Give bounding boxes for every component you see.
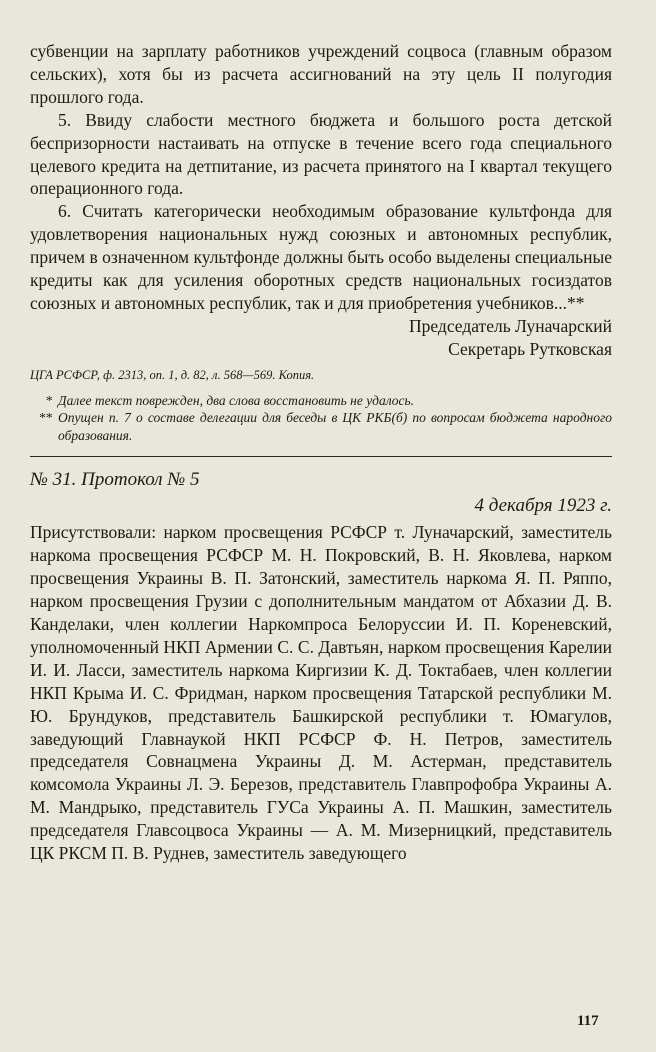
signature-secretary: Секретарь Рутковская (448, 338, 612, 359)
footnote-text: Далее текст поврежден, два слова восстановить не удалось. (58, 392, 415, 408)
paragraph-6: 6. Считать категорически необходимым образование культфонда для удовлетворения национальных нужд союзных и автономных республик, причем в означенном культфонде должны быть особо выделены специальные кредиты как для усиления оборотных средств национальных госиздатов союзных и автономных республик, так и для приобретения учебников...** (30, 201, 612, 313)
footnote-mark: ** (38, 410, 52, 426)
document-heading (30, 469, 612, 491)
attendees-paragraph: Присутствовали: нарком просвещения РСФСР т. Луначарский, заместитель наркома просвещения РСФСР М. Н. Покровский, В. Н. Яковлева, нарком просвещения Украины В. П. Затонский, заместитель наркома Я. П. Ряппо, нарком просвещения Грузии с дополнительным мандатом от Абхазии Д. В. Канделаки, член коллегии Наркомпроса Белоруссии И. П. Кореневский, уполномоченный НКП Армении С. С. Давтьян, нарком просвещения Карелии И. И. Ласси, заместитель наркома Киргизии К. Д. Токтабаев, член коллегии НКП Крыма И. С. Фридман, нарком просвещения Татарской республики М. Ю. Брундуков, представитель Башкирской республики т. Юмагулов, заведующий Главнаукой НКП РСФСР Ф. Н. Петров, заместитель председателя Совнацмена Украины Д. М. Астерман, представитель комсомола Украины Л. Э. Березов, представитель Главпрофобра Украины А. М. Мандрыко, представитель ГУСа Украины А. П. Машкин, заместитель председателя Главсоцвоса Украины — А. М. Мизерницкий, представитель ЦК РКСМ П. В. Руднев, заместитель заведующего (30, 522, 612, 864)
footnote-mark: * (45, 392, 52, 408)
footnote-text: Опущен п. 7 о составе делегации для беседы в ЦК РКБ(б) по вопросам бюджета народного образования. (58, 410, 612, 443)
page-number: 117 (577, 1013, 599, 1029)
paragraph-continued: субвенции на зарплату работников учреждений соцвоса (главным образом сельских), хотя бы из расчета ассигнований на эту цель II полугодия прошлого года. (30, 41, 612, 107)
document-date: 4 декабря 1923 г. (474, 495, 612, 517)
page-content (30, 40, 612, 865)
footnote (30, 392, 612, 410)
archival-source: ЦГА РСФСР, ф. 2313, оп. 1, д. 82, л. 568—569. Копия. (30, 367, 315, 382)
paragraph-5: 5. Ввиду слабости местного бюджета и большого роста детской беспризорности настаивать на отпуске в течение всего года специального целевого кредита на детпитание, из расчета принятого на I квартал текущего операционного года. (30, 109, 612, 199)
section-divider (30, 456, 612, 457)
document-title: № 31. Протокол № 5 (30, 469, 200, 491)
footnote (30, 409, 612, 444)
footnotes (30, 392, 612, 445)
signature-chair: Председатель Луначарский (408, 315, 612, 336)
